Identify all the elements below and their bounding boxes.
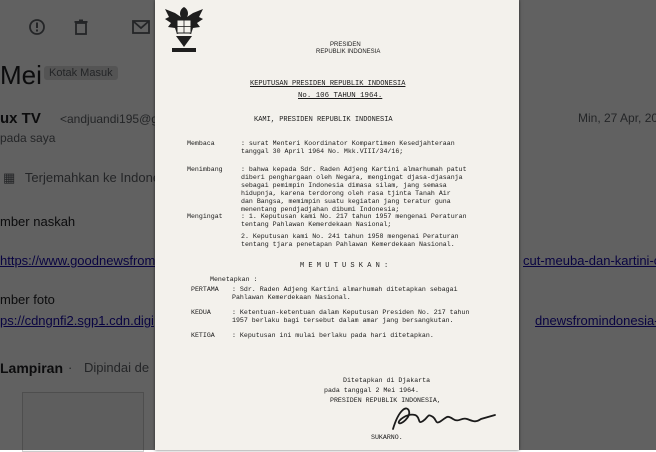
decree-number: No. 106 TAHUN 1964.	[298, 92, 383, 100]
menimbang-line-4: hidupnja, karena terdorong oleh rasa tjinta Tanah Air	[241, 190, 451, 197]
kedua-label: KEDUA	[191, 309, 211, 316]
kedua-line-1: : Ketentuan-ketentuan dalam Keputusan Presiden No. 217 tahun	[232, 309, 470, 316]
membaca-line-2: tanggal 30 April 1964 No. Mkk.VIII/34/16;	[241, 148, 404, 155]
menimbang-line-3: sebagai pemimpin Indonesia dimasa silam, jang semasa	[241, 182, 447, 189]
header-republic: REPUBLIK INDONESIA	[316, 49, 381, 55]
mengingat-line-1: : 1. Keputusan kami No. 217 tahun 1957 mengenai Peraturan	[241, 213, 467, 220]
menimbang-line-6: menentang pendjadjahan dibumi Indonesia;	[241, 206, 400, 213]
place-line: Ditetapkan di Djakarta	[343, 377, 431, 384]
signer-name: SUKARNO.	[371, 434, 403, 441]
mengingat-line-4: tentang tjara penetapan Pahlawan Kemerdekaan Nasional.	[241, 241, 455, 248]
mengingat-line-2: tentang Pahlawan Kemerdekaan Nasional;	[241, 221, 392, 228]
ketiga-label: KETIGA	[191, 332, 215, 339]
date-line: pada tanggal 2 Mei 1964.	[324, 387, 419, 394]
mengingat-line-3: 2. Keputusan kami No. 241 tahun 1958 mengenai Peraturan	[241, 233, 459, 240]
signer-title: PRESIDEN REPUBLIK INDONESIA,	[330, 397, 441, 404]
menetapkan-label: Menetapkan :	[210, 276, 258, 283]
menimbang-label: Menimbang	[187, 166, 223, 173]
membaca-line-1: : surat Menteri Koordinator Kompartimen Kesedjahteraan	[241, 140, 455, 147]
menimbang-line-5: dan Bangsa, memimpin suatu kegiatan jang teratur guna	[241, 198, 451, 205]
membaca-label: Membaca	[187, 140, 215, 147]
presidential-signature	[389, 403, 501, 435]
menimbang-line-2: diberi penghargaan oleh Negara, mengingat djasa-djasanja	[241, 174, 463, 181]
kami-line: KAMI, PRESIDEN REPUBLIK INDONESIA	[254, 116, 393, 124]
header-president: PRESIDEN	[330, 42, 361, 48]
pertama-line-1: : Sdr. Raden Adjeng Kartini almarhumah ditetapkan sebagai	[232, 286, 458, 293]
pertama-label: PERTAMA	[191, 286, 219, 293]
ketiga-line-1: : Keputusan ini mulai berlaku pada hari ditetapkan.	[232, 332, 434, 339]
kedua-line-2: 1957 berlaku bagi tersebut dalam amar jang bersangkutan.	[232, 317, 454, 324]
decree-title: KEPUTUSAN PRESIDEN REPUBLIK INDONESIA	[250, 80, 406, 88]
memutuskan-heading: M E M U T U S K A N :	[300, 262, 389, 270]
garuda-emblem-icon	[162, 3, 206, 55]
document-page	[155, 0, 519, 450]
menimbang-line-1: : bahwa kepada Sdr. Raden Adjeng Kartini almarhumah patut	[241, 166, 467, 173]
mengingat-label: Mengingat	[187, 213, 223, 220]
pertama-line-2: Pahlawan Kemerdekaan Nasional.	[232, 294, 351, 301]
